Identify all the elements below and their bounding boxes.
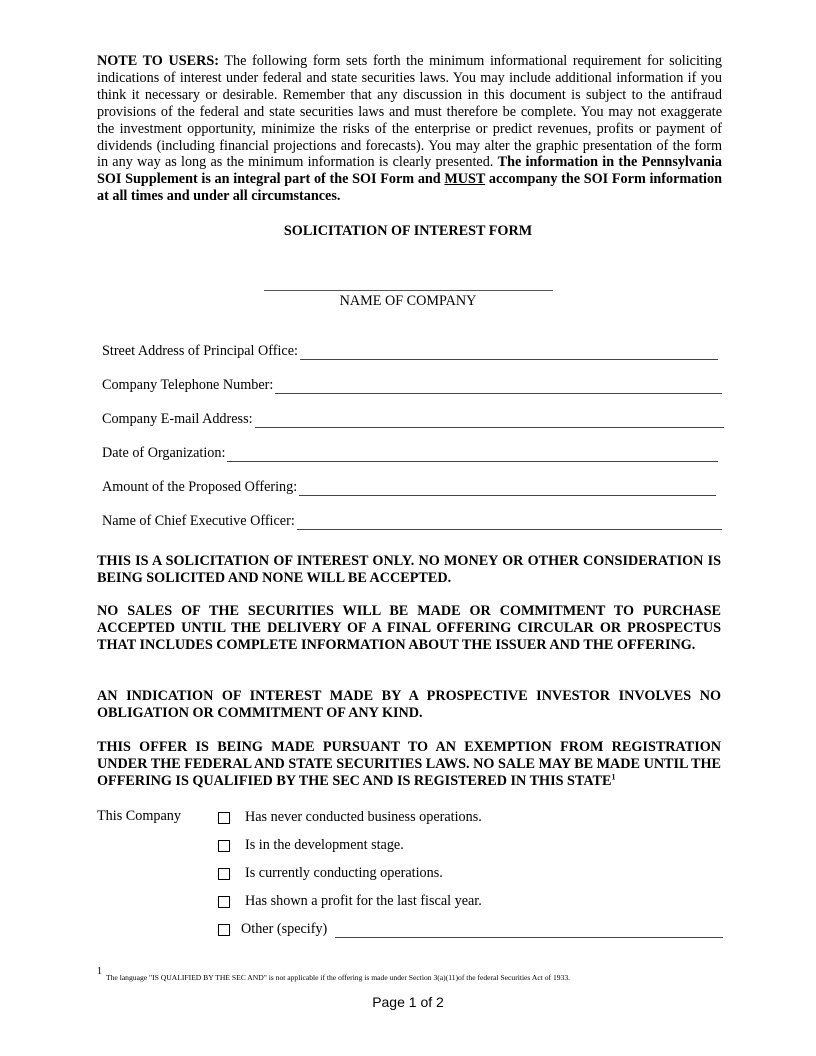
street-address-label: Street Address of Principal Office: — [102, 343, 298, 359]
page-number: Page 1 of 2 — [372, 994, 444, 1010]
status-option — [218, 836, 404, 854]
email-label: Company E-mail Address: — [102, 411, 253, 427]
email-blank[interactable] — [255, 413, 724, 428]
offering-amount-field — [102, 478, 716, 496]
company-status-label: This Company — [97, 808, 181, 824]
offering-amount-blank[interactable] — [299, 481, 716, 496]
company-name-label: NAME OF COMPANY — [339, 293, 477, 309]
development-stage-checkbox[interactable] — [218, 840, 230, 852]
email-field — [102, 410, 724, 428]
exemption-footnote-ref: 1 — [611, 772, 616, 782]
profit-checkbox[interactable] — [218, 896, 230, 908]
ceo-name-field — [102, 512, 722, 530]
note-bold-part2: accompany the SOI Form information at all times and under all circumstances. — [97, 171, 722, 205]
date-of-organization-label: Date of Organization: — [102, 445, 226, 461]
offering-amount-label: Amount of the Proposed Offering: — [102, 479, 298, 495]
status-option-label: Has shown a profit for the last fiscal year. — [245, 892, 482, 909]
status-option-label: Is currently conducting operations. — [245, 864, 443, 881]
exemption-text: THIS OFFER IS BEING MADE PURSUANT TO AN EXEMPTION FROM REGISTRATION UNDER THE FEDERAL AND STATE SECURITIES LAWS. NO SALE MAY BE MADE UNTIL THE OFFERING IS QUALIFIED BY THE SEC AND IS REGISTERED IN THIS STATE — [97, 739, 721, 789]
note-must: MUST — [444, 171, 486, 188]
status-option-other — [218, 920, 723, 938]
street-address-field — [102, 342, 718, 360]
note-body: The following form sets forth the minimum informational requirement for soliciting indications of interest under federal and state securities laws. You may include additional information if you think it necessary or desirable. Remember that any discussion in this document is subject to the antifraud provisions of the federal and state securities laws and must therefore be complete. You may not exaggerate the investment opportunity, minimize the risks of the enterprise or predict revenues, profits or payment of dividends (including financial projections and forecasts). You may alter the graphic presentation of the form in any way as long as the minimum information is clearly presented. — [97, 53, 722, 171]
exemption-statement — [97, 739, 721, 790]
telephone-label: Company Telephone Number: — [102, 377, 274, 393]
status-option — [218, 808, 482, 826]
telephone-field — [102, 376, 722, 394]
ceo-name-blank[interactable] — [297, 515, 722, 530]
never-conducted-checkbox[interactable] — [218, 812, 230, 824]
footnote-mark: 1 — [97, 966, 102, 977]
conducting-operations-checkbox[interactable] — [218, 868, 230, 880]
other-specify-blank[interactable] — [335, 923, 723, 938]
status-option-label: Other (specify) — [241, 920, 328, 937]
other-checkbox[interactable] — [218, 924, 230, 936]
ceo-name-label: Name of Chief Executive Officer: — [102, 513, 295, 529]
date-of-organization-field — [102, 444, 718, 462]
no-sales-statement: NO SALES OF THE SECURITIES WILL BE MADE OR COMMITMENT TO PURCHASE ACCEPTED UNTIL THE DELIVERY OF A FINAL OFFERING CIRCULAR OR PROSPECTUS THAT INCLUDES COMPLETE INFORMATION ABOUT THE ISSUER AND THE OFFERING. — [97, 603, 721, 653]
company-name-line[interactable] — [264, 290, 553, 291]
note-to-users — [97, 53, 722, 205]
status-option — [218, 892, 482, 910]
status-option — [218, 864, 443, 882]
footnote-text: The language "IS QUALIFIED BY THE SEC AND" is not applicable if the offering is made under Section 3(a)(11)of the federal Securities Act of 1933. — [106, 973, 571, 982]
telephone-blank[interactable] — [275, 379, 722, 394]
date-of-organization-blank[interactable] — [227, 447, 718, 462]
status-option-label: Has never conducted business operations. — [245, 808, 482, 825]
note-lead: NOTE TO USERS: — [97, 53, 219, 69]
form-title: SOLICITATION OF INTEREST FORM — [283, 223, 533, 239]
solicitation-only-statement: THIS IS A SOLICITATION OF INTEREST ONLY. NO MONEY OR OTHER CONSIDERATION IS BEING SOLICITED AND NONE WILL BE ACCEPTED. — [97, 553, 721, 586]
note-bold-part1: The information in the Pennsylvania SOI Supplement is an integral part of the SOI Form and — [97, 154, 722, 188]
status-option-label: Is in the development stage. — [245, 836, 404, 853]
street-address-blank[interactable] — [300, 345, 718, 360]
no-obligation-statement: AN INDICATION OF INTEREST MADE BY A PROSPECTIVE INVESTOR INVOLVES NO OBLIGATION OR COMMITMENT OF ANY KIND. — [97, 688, 721, 721]
